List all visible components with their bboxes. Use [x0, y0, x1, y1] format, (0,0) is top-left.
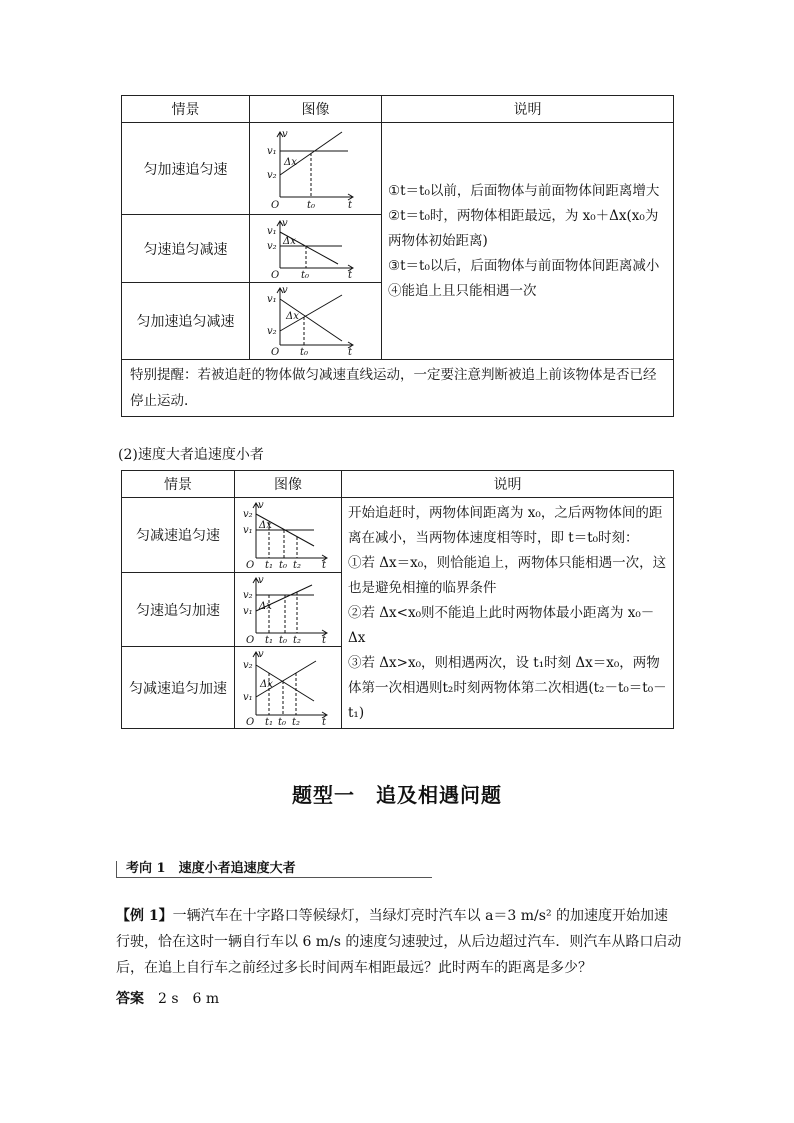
- heading-underline: [116, 877, 432, 878]
- delta-x-label: Δx: [282, 235, 296, 247]
- kaoxiang-heading: [116, 855, 432, 879]
- description-cell: [382, 123, 674, 360]
- t1-label: t₁: [265, 716, 274, 727]
- t0-label: t₀: [300, 269, 309, 280]
- v2-label: v₂: [243, 509, 253, 520]
- v1-label: v₁: [243, 605, 253, 617]
- vt-graph-cell: [235, 647, 342, 729]
- description-line: ①t＝t₀以前，后面物体与前面物体间距离增大: [388, 182, 660, 199]
- delta-x-label: Δx: [259, 600, 272, 612]
- example-label: 【例 1】: [116, 908, 173, 924]
- t0-label: t₀: [306, 199, 315, 211]
- t0-label: t₀: [278, 716, 287, 727]
- subheading: (2)速度大者追速度小者: [118, 447, 264, 463]
- t0-label: t₀: [299, 347, 308, 357]
- scene-label: 匀加速追匀速: [122, 123, 250, 215]
- vt-graph-accel-vs-decel: [266, 285, 366, 357]
- section-title: 题型一 追及相遇问题: [292, 783, 502, 807]
- vt-graph-cell: [250, 123, 382, 215]
- answer-label: 答案: [116, 991, 144, 1007]
- example-text: 一辆汽车在十字路口等候绿灯，当绿灯亮时汽车以 a＝3 m/s² 的加速度开始加速行驶，恰在这时一辆自行车以 6 m/s 的速度匀速驶过，从后边超过汽车．则汽车从路口启动后，在追上自行车之前经过多长时间两车相距最远？此时两车的距离是多少？: [116, 908, 682, 976]
- table-row: [122, 123, 674, 215]
- v2-label: v₂: [266, 326, 277, 337]
- header-scene: 情景: [122, 471, 235, 498]
- v1-label: v₁: [266, 225, 277, 237]
- kaoxiang-label: 考向 1 速度小者追速度大者: [126, 861, 296, 876]
- axis-t-label: t: [347, 199, 352, 211]
- description-line: ③t＝t₀以后，后面物体与前面物体间距离减小: [388, 257, 660, 274]
- table-catch-up-slow-chases-fast: [121, 95, 674, 417]
- delta-x-label: Δx: [260, 678, 273, 690]
- v1-label: v₁: [243, 691, 253, 703]
- scene-label: 匀速追匀加速: [122, 573, 235, 647]
- description-line: ②t＝t₀时，两物体相距最远，为 x₀＋Δx(x₀为两物体初始距离): [388, 207, 659, 249]
- vt-graph-decel-vs-uniform: [242, 500, 334, 570]
- header-scene: 情景: [122, 96, 250, 123]
- origin-label: O: [270, 269, 279, 280]
- scene-label: 匀减速追匀速: [122, 498, 235, 573]
- description-line: 开始追赶时，两物体间距离为 x₀，之后两物体间的距离在减小，当两物体速度相等时，即 t＝t₀时刻：: [348, 504, 663, 546]
- delta-x-label: Δx: [283, 156, 297, 168]
- table-note-row: [122, 360, 674, 417]
- example-1: [116, 903, 682, 981]
- t1-label: t₁: [265, 560, 274, 570]
- vt-graph-cell: [250, 215, 382, 283]
- scene-label: 匀速追匀减速: [122, 215, 250, 283]
- vt-graph-uniform-vs-decel: [266, 218, 366, 280]
- v2-label: v₂: [243, 659, 253, 671]
- t2-label: t₂: [293, 560, 302, 570]
- axis-v-label: v: [258, 648, 264, 660]
- header-graph: 图像: [250, 96, 382, 123]
- heading-bracket: [116, 861, 117, 877]
- t2-label: t₂: [293, 634, 302, 645]
- v2-label: v₂: [243, 589, 253, 601]
- vt-graph-cell: [250, 283, 382, 360]
- v1-label: v₁: [266, 145, 277, 157]
- vt-graph-decel-vs-accel: [242, 649, 334, 727]
- special-reminder-note: 特别提醒：若被追赶的物体做匀减速直线运动，一定要注意判断被追上前该物体是否已经停止运动.: [122, 360, 674, 417]
- v2-label: v₂: [266, 169, 277, 181]
- description-line: ④能追上且只能相遇一次: [388, 282, 537, 299]
- answer-value: 2 s 6 m: [158, 991, 220, 1007]
- v1-label: v₁: [243, 525, 253, 536]
- vt-graph-accel-vs-uniform: [266, 127, 366, 211]
- origin-label: O: [246, 634, 255, 645]
- v1-label: v₁: [266, 294, 277, 305]
- axis-v-label: v: [281, 128, 288, 140]
- axis-t-label: t: [347, 269, 352, 280]
- table-header-row: [122, 471, 674, 498]
- scene-label: 匀减速追匀加速: [122, 647, 235, 729]
- t1-label: t₁: [265, 634, 274, 645]
- table-row: [122, 498, 674, 573]
- t2-label: t₂: [292, 716, 301, 727]
- description-line: ①若 Δx＝x₀，则恰能追上，两物体只能相遇一次，这也是避免相撞的临界条件: [348, 554, 667, 596]
- origin-label: O: [246, 716, 255, 727]
- header-description: 说明: [382, 96, 674, 123]
- vt-graph-uniform-vs-accel: [242, 575, 334, 645]
- axis-v-label: v: [258, 500, 264, 511]
- vt-graph-cell: [235, 573, 342, 647]
- origin-label: O: [246, 560, 255, 570]
- description-line: ②若 Δx<x₀则不能追上此时两物体最小距离为 x₀－Δx: [348, 604, 655, 646]
- axis-v-label: v: [281, 285, 288, 296]
- axis-t-label: t: [322, 634, 327, 645]
- description-cell: [342, 498, 674, 729]
- axis-t-label: t: [322, 716, 327, 727]
- t0-label: t₀: [279, 560, 288, 570]
- header-description: 说明: [342, 471, 674, 498]
- t0-label: t₀: [279, 634, 288, 645]
- answer: [116, 988, 219, 1008]
- delta-x-label: Δx: [285, 311, 299, 322]
- delta-x-label: Δx: [259, 520, 272, 531]
- axis-v-label: v: [258, 574, 264, 586]
- axis-t-label: t: [347, 347, 352, 357]
- table-catch-up-fast-chases-slow: [121, 470, 674, 729]
- vt-graph-cell: [235, 498, 342, 573]
- scene-label: 匀加速追匀减速: [122, 283, 250, 360]
- table-header-row: [122, 96, 674, 123]
- origin-label: O: [270, 347, 279, 357]
- axis-t-label: t: [322, 560, 327, 570]
- origin-label: O: [270, 199, 279, 211]
- header-graph: 图像: [235, 471, 342, 498]
- description-line: ③若 Δx>x₀，则相遇两次，设 t₁时刻 Δx＝x₀，两物体第一次相遇则t₂时刻两物体第二次相遇(t₂－t₀＝t₀－t₁): [348, 654, 667, 721]
- axis-v-label: v: [281, 217, 288, 229]
- v2-label: v₂: [266, 240, 277, 252]
